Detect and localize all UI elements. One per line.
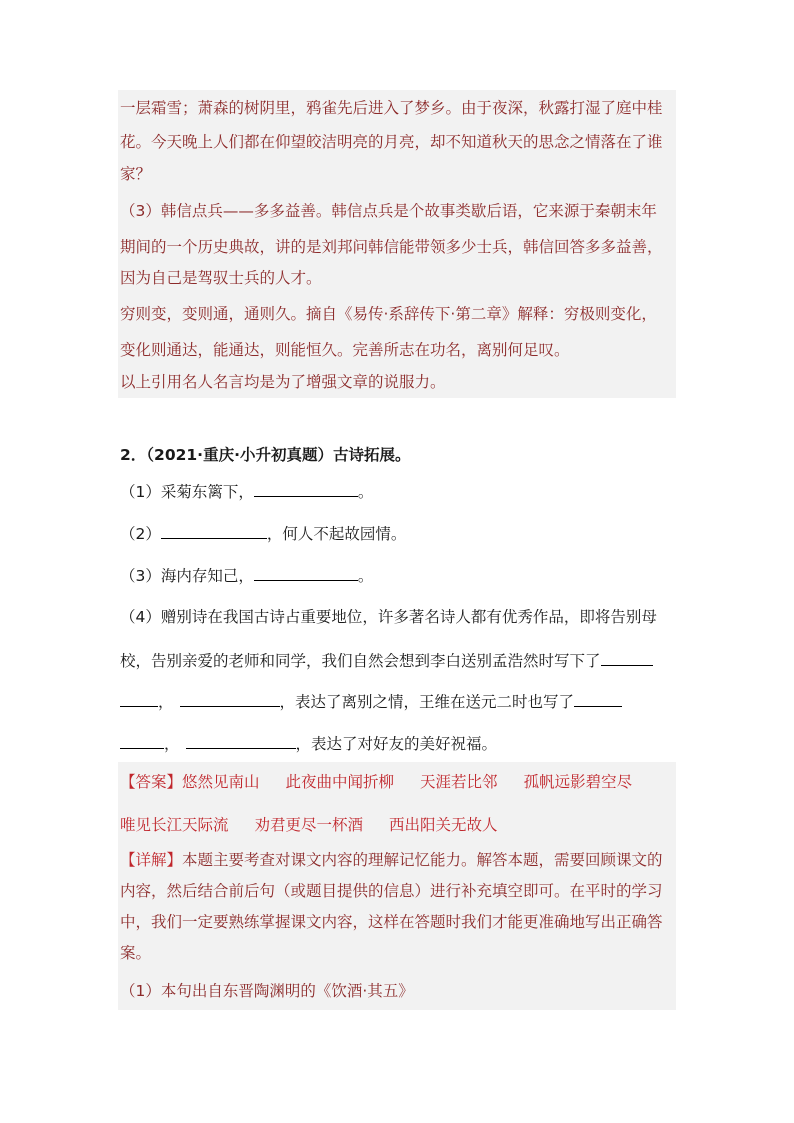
- question-item-4-line: （4）赠别诗在我国古诗占重要地位，许多著名诗人都有优秀作品，即将告别母: [120, 608, 657, 626]
- paragraph-line: 一层霜雪；萧森的树阴里，鸦雀先后进入了梦乡。由于夜深，秋露打湿了庭中桂: [120, 99, 663, 117]
- item-text: （2）: [120, 525, 161, 543]
- fill-blank[interactable]: [180, 692, 280, 707]
- paragraph-line: 因为自己是驾驭士兵的人才。: [120, 269, 322, 287]
- item-text: （3）海内存知己，: [120, 567, 254, 585]
- paragraph-line: 期间的一个历史典故，讲的是刘邦问韩信能带领多少士兵，韩信回答多多益善，: [120, 238, 663, 256]
- explain-tag: 【详解】: [120, 851, 183, 869]
- item-text: 校，告别亲爱的老师和同学，我们自然会想到李白送别孟浩然时写下了: [120, 652, 601, 670]
- answer-item: 西出阳关无故人: [389, 816, 498, 834]
- fill-blank[interactable]: [601, 651, 653, 666]
- answer-row: [120, 772, 632, 792]
- explain-line: 内容，然后结合前后句（或题目提供的信息）进行补充填空即可。在平时的学习: [120, 882, 663, 900]
- explain-line: 案。: [120, 944, 152, 962]
- fill-blank[interactable]: [120, 734, 164, 749]
- question-source: （2021·重庆·小升初真题）: [146, 446, 333, 464]
- answer-item: 唯见长江天际流: [120, 816, 229, 834]
- explain-line: （1）本句出自东晋陶渊明的《饮酒·其五》: [120, 982, 414, 1000]
- explain-line: 中，我们一定要熟练掌握课文内容，这样在答题时我们才能更准确地写出正确答: [120, 913, 663, 931]
- fill-blank[interactable]: [186, 734, 296, 749]
- item-text: ，何人不起故园情。: [266, 525, 407, 543]
- answer-item: 劝君更尽一杯酒: [254, 816, 364, 834]
- item-text: ，: [158, 693, 174, 711]
- question-item-2: [120, 524, 406, 544]
- paragraph-line: 以上引用名人名言均是为了增强文章的说服力。: [120, 373, 446, 391]
- answer-item: 天涯若比邻: [420, 773, 498, 791]
- fill-blank[interactable]: [161, 524, 267, 539]
- item-text: ，表达了对好友的美好祝福。: [295, 735, 498, 753]
- item-text: ，表达了离别之情，王维在送元二时也写了: [279, 693, 575, 711]
- paragraph-line: 穷则变，变则通，通则久。摘自《易传·系辞传下·第二章》解释：穷极则变化，: [120, 305, 657, 323]
- fill-blank[interactable]: [254, 482, 358, 497]
- explain-line: [120, 850, 663, 870]
- paragraph-line: 花。今天晚上人们都在仰望皎洁明亮的月亮，却不知道秋天的思念之情落在了谁: [120, 133, 663, 151]
- question-header: [120, 445, 410, 465]
- item-text: ，: [164, 735, 180, 753]
- paragraph-line: （3）韩信点兵——多多益善。韩信点兵是个故事类歇后语，它来源于秦朝末年: [120, 202, 657, 220]
- answer-item: 悠然见南山: [182, 773, 260, 791]
- fill-blank[interactable]: [574, 692, 622, 707]
- paragraph-line: 变化则通达，能通达，则能恒久。完善所志在功名，离别何足叹。: [120, 341, 570, 359]
- fill-blank[interactable]: [254, 566, 358, 581]
- item-text: （1）采菊东篱下，: [120, 483, 254, 501]
- explain-text: 本题主要考查对课文内容的理解记忆能力。解答本题，需要回顾课文的: [182, 851, 663, 869]
- question-item-4-line: [120, 651, 653, 671]
- question-item-4-line: [120, 734, 497, 754]
- question-item-1: [120, 482, 373, 502]
- answer-tag: 【答案】: [120, 773, 183, 791]
- answer-row: [120, 815, 498, 835]
- question-number: 2．: [120, 446, 147, 464]
- question-item-3: [120, 566, 373, 586]
- fill-blank[interactable]: [120, 692, 158, 707]
- answer-item: 此夜曲中闻折柳: [285, 773, 395, 791]
- answer-item: 孤帆远影碧空尽: [523, 773, 633, 791]
- question-title: 古诗拓展。: [332, 446, 411, 464]
- question-item-4-line: [120, 692, 622, 712]
- item-text: 。: [357, 567, 374, 585]
- paragraph-line: 家？: [120, 165, 152, 183]
- item-text: 。: [357, 483, 374, 501]
